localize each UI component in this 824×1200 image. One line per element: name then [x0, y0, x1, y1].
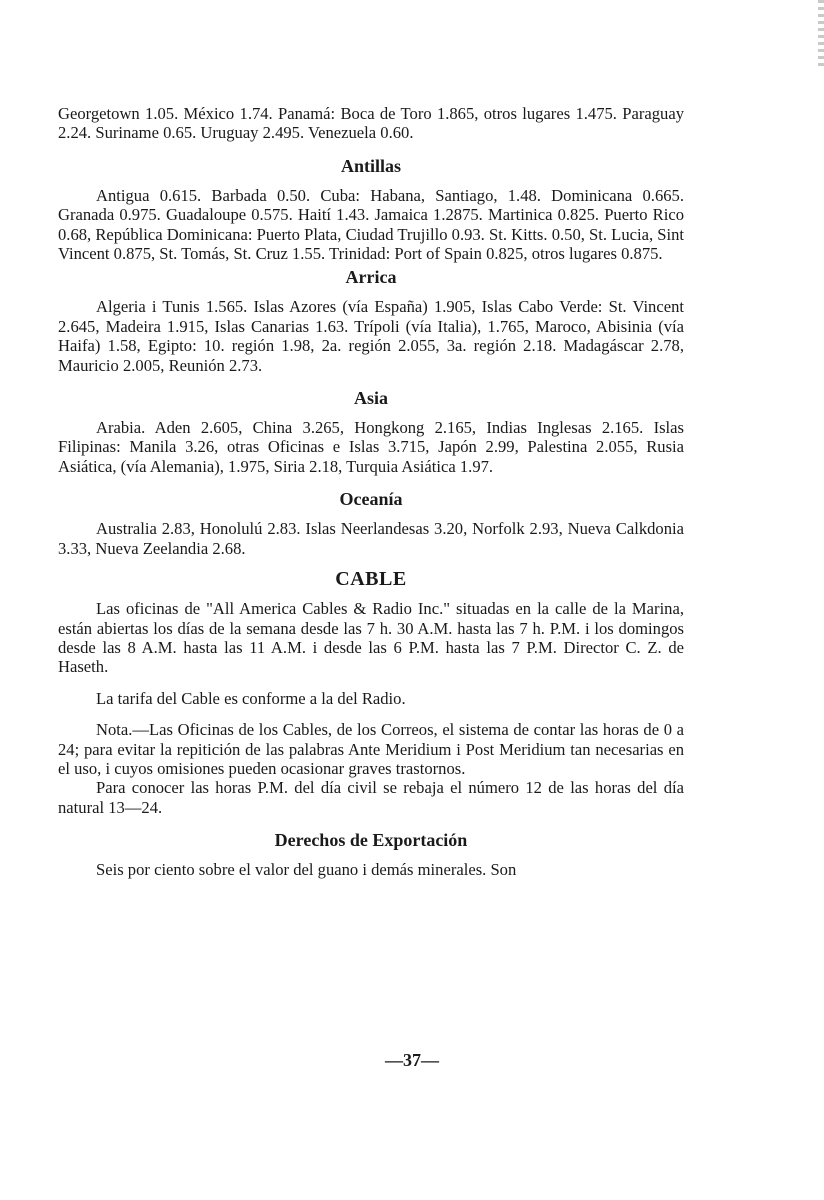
scan-edge-marks: [818, 0, 824, 70]
cable-hours-paragraph: Para conocer las horas P.M. del día civil se rebaja el número 12 de las horas del día natural 13—24.: [58, 778, 684, 817]
heading-asia: Asia: [353, 388, 388, 409]
document-page: [58, 104, 684, 880]
cable-offices-paragraph: Las oficinas de "All America Cables & Radio Inc." situadas en la calle de la Marina, están abiertas los días de la semana desde las 7 h. 30 A.M. hasta las 7 h. P.M. i los domingos desde las 8 A.M. hasta las 11 A.M. i desde las 6 P.M. hasta las 7 P.M. Director C. Z. de Haseth.: [58, 599, 684, 677]
page-number: —37—: [385, 1050, 439, 1070]
heading-oceania: Oceanía: [339, 489, 403, 510]
heading-cable: CABLE: [335, 568, 407, 591]
heading-arrica: Arrica: [345, 267, 397, 288]
arrica-paragraph: Algeria i Tunis 1.565. Islas Azores (vía España) 1.905, Islas Cabo Verde: St. Vincent 2.645, Madeira 1.915, Islas Canarias 1.63. Trípoli (vía Italia), 1.765, Maroco, Abisinia (vía Haifa) 1.58, Egipto: 10. región 1.98, 2a. región 2.055, 3a. región 2.18. Madagáscar 2.78, Mauricio 2.005, Reunión 2.73.: [58, 297, 684, 375]
antillas-paragraph: Antigua 0.615. Barbada 0.50. Cuba: Habana, Santiago, 1.48. Dominicana 0.665. Granada 0.975. Guadaloupe 0.575. Haití 1.43. Jamaica 1.2875. Martinica 0.825. Puerto Rico 0.68, República Dominicana: Puerto Plata, Ciudad Trujillo 0.93. St. Kitts. 0.50, St. Lucia, Sint Vincent 0.875, St. Tomás, St. Cruz 1.55. Trinidad: Port of Spain 0.825, otros lugares 0.875.: [58, 185, 684, 264]
oceania-paragraph: Australia 2.83, Honolulú 2.83. Islas Neerlandesas 3.20, Norfolk 2.93, Nueva Calkdonia 3.33, Nueva Zeelandia 2.68.: [58, 519, 684, 558]
exportacion-paragraph: Seis por ciento sobre el valor del guano i demás minerales. Son: [96, 860, 517, 880]
heading-derechos-exportacion: Derechos de Exportación: [274, 830, 468, 851]
cable-tariff-paragraph: La tarifa del Cable es conforme a la del Radio.: [96, 688, 406, 708]
cable-note-paragraph: Nota.—Las Oficinas de los Cables, de los Correos, el sistema de contar las horas de 0 a 24; para evitar la repitición de las palabras Ante Meridium i Post Meridium tan necesarias en el uso, i cuyos omisiones pueden ocasionar graves trastornos.: [58, 720, 684, 778]
asia-paragraph: Arabia. Aden 2.605, China 3.265, Hongkong 2.165, Indias Inglesas 2.165. Islas Filipinas: Manila 3.26, otras Oficinas e Islas 3.715, Japón 2.99, Palestina 2.055, Rusia Asiática, (vía Alemania), 1.975, Siria 2.18, Turquia Asiática 1.97.: [58, 418, 684, 476]
intro-paragraph: Georgetown 1.05. México 1.74. Panamá: Boca de Toro 1.865, otros lugares 1.475. Paraguay 2.24. Suriname 0.65. Uruguay 2.495. Venezuela 0.60.: [58, 104, 684, 143]
heading-antillas: Antillas: [340, 155, 401, 176]
